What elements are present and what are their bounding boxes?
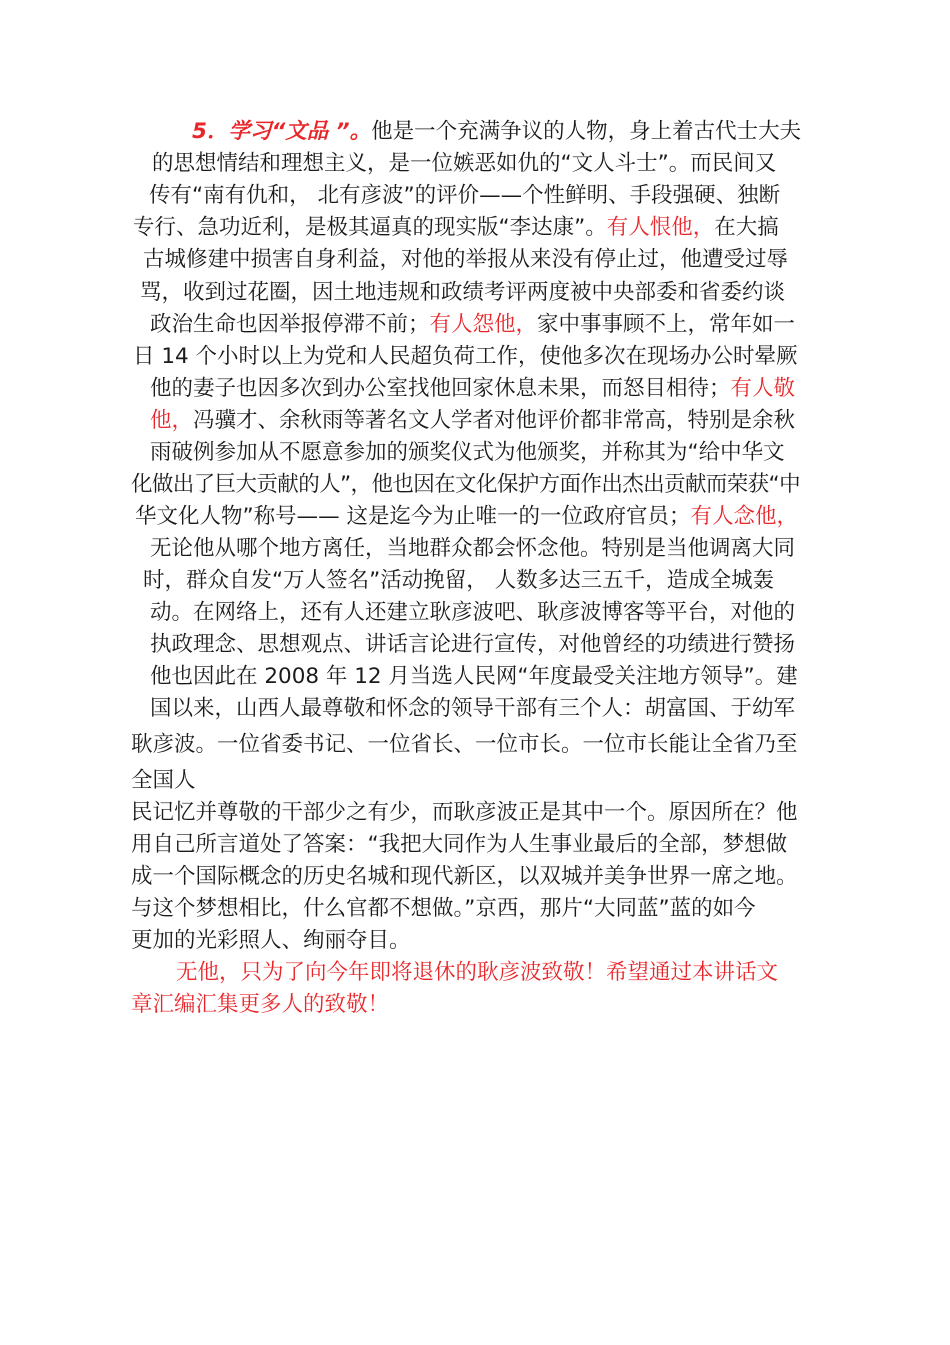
text-line	[150, 437, 785, 469]
text-span: 国以来，山西人最尊敬和怀念的领导干部有三个人：胡富国、于幼军	[150, 696, 796, 721]
emphasis-text: 章汇编汇集更多人的致敬！	[131, 992, 390, 1017]
text-span: 他是一个充满争议的人物，身上着古代士大夫	[371, 119, 802, 144]
text-line	[135, 501, 798, 533]
text-line	[192, 116, 801, 148]
text-line	[150, 533, 795, 565]
text-line	[150, 597, 795, 629]
text-line	[150, 405, 795, 437]
text-line	[131, 729, 798, 761]
text-span: 用自己所言道处了答案：“我把大同作为人生事业最后的全部，梦想做	[131, 832, 788, 857]
text-line	[133, 212, 779, 244]
text-line	[150, 629, 795, 661]
text-span: 耿彦波。一位省委书记、一位省长、一位市长。一位市长能让全省乃至	[131, 732, 798, 757]
emphasis-text: 有人念他，	[690, 504, 798, 529]
closing-line	[131, 989, 389, 1021]
text-span: 更加的光彩照人、绚丽夺目。	[131, 928, 411, 953]
text-span: 专行、急功近利，是极其逼真的现实版“李达康”。	[133, 215, 607, 240]
text-span: 全国人	[131, 768, 196, 793]
text-span: 冯骥才、余秋雨等著名文人学者对他评价都非常高，特别是余秋	[193, 408, 796, 433]
text-line	[150, 309, 795, 341]
closing-line	[176, 957, 778, 989]
text-line	[140, 277, 785, 309]
text-span: 的思想情结和理想主义，是一位嫉恶如仇的“文人斗士”。而民间又	[152, 151, 777, 176]
text-span: 无论他从哪个地方离任，当地群众都会怀念他。特别是当他调离大同	[150, 536, 796, 561]
text-span: 家中事事顾不上，常年如一	[537, 312, 796, 337]
text-span: 动。在网络上，还有人还建立耿彦波吧、耿彦波博客等平台，对他的	[150, 600, 796, 625]
text-line	[150, 373, 795, 405]
text-line	[150, 661, 798, 693]
text-span: 时，群众自发“万人签名”活动挽留， 人数多达三五千，造成全城轰	[143, 568, 775, 593]
text-line	[131, 861, 798, 893]
text-span: 政治生命也因举报停滞不前；	[150, 312, 430, 337]
text-span: 雨破例参加从不愿意参加的颁奖仪式为他颁奖，并称其为“给中华文	[150, 440, 785, 465]
text-span: 传有“南有仇和， 北有彦波”的评价——个性鲜明、手段强硬、独断	[149, 183, 781, 208]
text-line	[131, 765, 196, 797]
text-span: 化做出了巨大贡献的人”，他也因在文化保护方面作出杰出贡献而荣获“中	[131, 472, 800, 497]
text-span: 民记忆并尊敬的干部少之有少，而耿彦波正是其中一个。原因所在？他	[131, 800, 798, 825]
text-line	[133, 341, 798, 373]
text-span: 与这个梦想相比，什么官都不想做。”京西，那片“大同蓝”蓝的如今	[131, 896, 756, 921]
text-span: 执政理念、思想观点、讲话言论进行宣传，对他曾经的功绩进行赞扬	[150, 632, 796, 657]
text-span: 骂，收到过花圈，因土地违规和政绩考评两度被中央部委和省委约谈	[140, 280, 786, 305]
section-heading: 5．学习“文品 ”。	[192, 119, 372, 144]
text-line	[149, 180, 780, 212]
text-line	[131, 893, 756, 925]
text-line	[131, 925, 411, 957]
text-line	[143, 244, 788, 276]
emphasis-text: 他，	[150, 408, 194, 433]
emphasis-text: 有人怨他，	[429, 312, 538, 337]
text-line	[131, 797, 798, 829]
emphasis-text: 有人恨他，	[606, 215, 715, 240]
text-line	[150, 693, 795, 725]
text-line	[143, 565, 774, 597]
emphasis-text: 有人敬	[730, 376, 796, 401]
text-line	[152, 148, 776, 180]
text-span: 日 14 个小时以上为党和人民超负荷工作，使他多次在现场办公时晕厥	[133, 344, 798, 369]
text-span: 在大搞	[714, 215, 779, 240]
text-line	[131, 469, 800, 501]
emphasis-text: 无他，只为了向今年即将退休的耿彦波致敬！希望通过本讲话文	[176, 960, 779, 985]
text-line	[131, 829, 787, 861]
text-span: 他的妻子也因多次到办公室找他回家休息未果，而怒目相待；	[150, 376, 731, 401]
text-span: 他也因此在 2008 年 12 月当选人民网“年度最受关注地方领导”。建	[150, 664, 798, 689]
text-span: 成一个国际概念的历史名城和现代新区，以双城并美争世界一席之地。	[131, 864, 798, 889]
text-span: 华文化人物”称号—— 这是迄今为止唯一的一位政府官员；	[135, 504, 691, 529]
text-span: 古城修建中损害自身利益，对他的举报从来没有停止过，他遭受过辱	[143, 247, 789, 272]
